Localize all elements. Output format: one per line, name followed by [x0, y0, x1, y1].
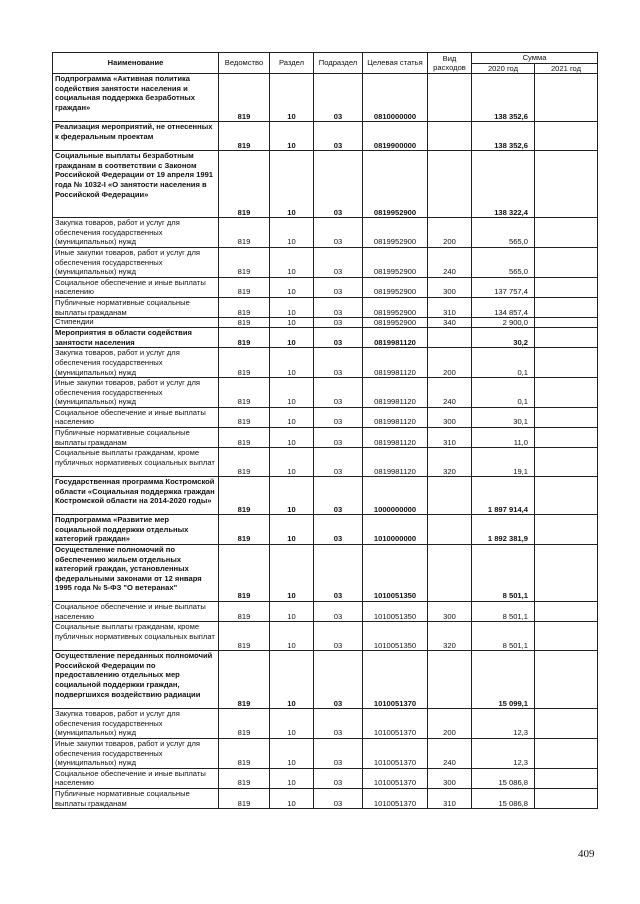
row-target: 1010051350	[363, 545, 428, 602]
row-amount-2020: 12,3	[472, 739, 535, 769]
row-target: 1010051350	[363, 622, 428, 651]
row-amount-2021	[535, 318, 598, 328]
row-amount-2020: 8 501,1	[472, 602, 535, 622]
row-target: 0819981120	[363, 407, 428, 427]
row-section: 10	[270, 622, 314, 651]
row-dept: 819	[219, 122, 270, 151]
row-exp-type: 200	[428, 348, 472, 378]
table-row	[53, 151, 598, 218]
row-name: Социальное обеспечение и иные выплаты населению	[53, 277, 219, 297]
row-name: Закупка товаров, работ и услуг для обеспечения государственных (муниципальных) нужд	[53, 709, 219, 739]
row-section: 10	[270, 651, 314, 709]
row-subsection: 03	[314, 151, 363, 218]
row-subsection: 03	[314, 218, 363, 248]
row-amount-2021	[535, 122, 598, 151]
table-row	[53, 768, 598, 788]
col-header-target: Целевая статья	[363, 53, 428, 74]
row-exp-type: 300	[428, 602, 472, 622]
row-section: 10	[270, 318, 314, 328]
row-amount-2021	[535, 709, 598, 739]
row-exp-type: 240	[428, 378, 472, 408]
row-target: 0810000000	[363, 74, 428, 122]
row-name: Осуществление полномочий по обеспечению жильем отдельных категорий граждан, установленных федеральными законами от 12 января 1995 года № 5-ФЗ "О ветеранах"	[53, 545, 219, 602]
row-amount-2020: 30,2	[472, 328, 535, 348]
row-section: 10	[270, 122, 314, 151]
table-row	[53, 448, 598, 477]
row-section: 10	[270, 348, 314, 378]
row-name: Социальное обеспечение и иные выплаты населению	[53, 602, 219, 622]
row-subsection: 03	[314, 788, 363, 808]
col-header-section: Раздел	[270, 53, 314, 74]
row-target: 0819900000	[363, 122, 428, 151]
table-row	[53, 407, 598, 427]
row-exp-type: 240	[428, 739, 472, 769]
col-header-subsection: Подраздел	[314, 53, 363, 74]
row-target: 0819981120	[363, 448, 428, 477]
row-subsection: 03	[314, 515, 363, 545]
row-name: Подпрограмма «Развитие мер социальной поддержки отдельных категорий граждан»	[53, 515, 219, 545]
row-section: 10	[270, 407, 314, 427]
row-target: 0819981120	[363, 428, 428, 448]
row-amount-2020: 1 892 381,9	[472, 515, 535, 545]
row-subsection: 03	[314, 545, 363, 602]
row-amount-2021	[535, 448, 598, 477]
row-target: 1010051350	[363, 602, 428, 622]
row-amount-2021	[535, 74, 598, 122]
row-section: 10	[270, 602, 314, 622]
table-row	[53, 709, 598, 739]
row-target: 0819952900	[363, 151, 428, 218]
row-amount-2020: 15 086,8	[472, 768, 535, 788]
row-amount-2020: 15 099,1	[472, 651, 535, 709]
row-amount-2021	[535, 788, 598, 808]
row-dept: 819	[219, 297, 270, 317]
row-name: Закупка товаров, работ и услуг для обеспечения государственных (муниципальных) нужд	[53, 348, 219, 378]
row-dept: 819	[219, 151, 270, 218]
col-header-exp-type: Вид расходов	[428, 53, 472, 74]
row-amount-2020: 19,1	[472, 448, 535, 477]
row-target: 1010051370	[363, 768, 428, 788]
row-amount-2020: 1 897 914,4	[472, 477, 535, 515]
table-row	[53, 739, 598, 769]
row-amount-2020: 134 857,4	[472, 297, 535, 317]
row-dept: 819	[219, 651, 270, 709]
row-section: 10	[270, 545, 314, 602]
row-subsection: 03	[314, 448, 363, 477]
table-row	[53, 378, 598, 408]
row-target: 0819981120	[363, 348, 428, 378]
row-amount-2020: 138 352,6	[472, 74, 535, 122]
row-name: Иные закупки товаров, работ и услуг для обеспечения государственных (муниципальных) нужд	[53, 247, 219, 277]
row-exp-type	[428, 477, 472, 515]
row-exp-type: 300	[428, 768, 472, 788]
row-subsection: 03	[314, 247, 363, 277]
row-section: 10	[270, 151, 314, 218]
row-amount-2020: 0,1	[472, 378, 535, 408]
row-name: Социальные выплаты безработным гражданам в соответствии с Законом Российской Федерации от 19 апреля 1991 года № 1032-I «О занятости населения в Российской Федерации»	[53, 151, 219, 218]
row-name: Государственная программа Костромской области «Социальная поддержка граждан Костромской области на 2014-2020 годы»	[53, 477, 219, 515]
row-amount-2021	[535, 328, 598, 348]
row-target: 1010000000	[363, 515, 428, 545]
row-amount-2020: 15 086,8	[472, 788, 535, 808]
table-row	[53, 247, 598, 277]
row-target: 0819981120	[363, 378, 428, 408]
budget-table	[52, 52, 598, 809]
row-exp-type: 340	[428, 318, 472, 328]
row-amount-2020: 30,1	[472, 407, 535, 427]
row-exp-type	[428, 122, 472, 151]
row-subsection: 03	[314, 622, 363, 651]
row-name: Осуществление переданных полномочий Российской Федерации по предоставлению отдельных мер социальной поддержки граждан, подвергшихся воздействию радиации	[53, 651, 219, 709]
table-row	[53, 277, 598, 297]
row-subsection: 03	[314, 407, 363, 427]
col-header-2021: 2021 год	[535, 63, 598, 74]
row-exp-type: 300	[428, 277, 472, 297]
row-target: 1010051370	[363, 651, 428, 709]
row-exp-type: 200	[428, 709, 472, 739]
row-name: Социальные выплаты гражданам, кроме публичных нормативных социальных выплат	[53, 448, 219, 477]
row-exp-type: 300	[428, 407, 472, 427]
row-section: 10	[270, 448, 314, 477]
row-dept: 819	[219, 348, 270, 378]
row-amount-2021	[535, 739, 598, 769]
row-amount-2021	[535, 515, 598, 545]
row-amount-2021	[535, 545, 598, 602]
row-amount-2021	[535, 622, 598, 651]
row-dept: 819	[219, 477, 270, 515]
row-dept: 819	[219, 739, 270, 769]
row-name: Подпрограмма «Активная политика содействия занятости населения и социальная поддержка безработных граждан»	[53, 74, 219, 122]
table-row	[53, 428, 598, 448]
row-exp-type	[428, 651, 472, 709]
row-target: 1000000000	[363, 477, 428, 515]
col-header-2020: 2020 год	[472, 63, 535, 74]
row-amount-2021	[535, 651, 598, 709]
row-dept: 819	[219, 788, 270, 808]
row-subsection: 03	[314, 768, 363, 788]
row-dept: 819	[219, 602, 270, 622]
row-name: Социальное обеспечение и иные выплаты населению	[53, 768, 219, 788]
row-section: 10	[270, 709, 314, 739]
row-amount-2020: 138 322,4	[472, 151, 535, 218]
row-exp-type: 320	[428, 622, 472, 651]
row-section: 10	[270, 378, 314, 408]
row-target: 0819952900	[363, 318, 428, 328]
row-amount-2021	[535, 477, 598, 515]
row-name: Иные закупки товаров, работ и услуг для обеспечения государственных (муниципальных) нужд	[53, 739, 219, 769]
row-name: Публичные нормативные социальные выплаты гражданам	[53, 297, 219, 317]
row-amount-2020: 11,0	[472, 428, 535, 448]
row-dept: 819	[219, 515, 270, 545]
table-row	[53, 218, 598, 248]
row-dept: 819	[219, 428, 270, 448]
row-dept: 819	[219, 768, 270, 788]
row-subsection: 03	[314, 651, 363, 709]
row-amount-2021	[535, 277, 598, 297]
table-row	[53, 515, 598, 545]
table-row	[53, 74, 598, 122]
row-section: 10	[270, 739, 314, 769]
row-amount-2021	[535, 378, 598, 408]
table-row	[53, 297, 598, 317]
row-exp-type	[428, 545, 472, 602]
row-section: 10	[270, 788, 314, 808]
row-section: 10	[270, 328, 314, 348]
row-amount-2020: 565,0	[472, 218, 535, 248]
row-exp-type: 320	[428, 448, 472, 477]
page-number: 409	[578, 848, 595, 860]
row-section: 10	[270, 515, 314, 545]
row-section: 10	[270, 277, 314, 297]
table-row	[53, 348, 598, 378]
col-header-name: Наименование	[53, 53, 219, 74]
row-exp-type: 310	[428, 297, 472, 317]
table-row	[53, 622, 598, 651]
table-row	[53, 328, 598, 348]
row-target: 0819952900	[363, 297, 428, 317]
row-amount-2021	[535, 768, 598, 788]
row-subsection: 03	[314, 477, 363, 515]
row-exp-type: 240	[428, 247, 472, 277]
row-section: 10	[270, 477, 314, 515]
row-target: 0819952900	[363, 277, 428, 297]
row-amount-2021	[535, 247, 598, 277]
row-amount-2020: 12,3	[472, 709, 535, 739]
row-amount-2021	[535, 407, 598, 427]
row-dept: 819	[219, 247, 270, 277]
row-name: Публичные нормативные социальные выплаты гражданам	[53, 788, 219, 808]
row-amount-2021	[535, 151, 598, 218]
row-exp-type	[428, 328, 472, 348]
table-row	[53, 545, 598, 602]
row-exp-type: 310	[428, 788, 472, 808]
row-target: 1010051370	[363, 739, 428, 769]
table-row	[53, 122, 598, 151]
row-dept: 819	[219, 407, 270, 427]
row-name: Социальные выплаты гражданам, кроме публичных нормативных социальных выплат	[53, 622, 219, 651]
row-section: 10	[270, 297, 314, 317]
row-subsection: 03	[314, 122, 363, 151]
row-dept: 819	[219, 622, 270, 651]
row-exp-type: 200	[428, 218, 472, 248]
row-target: 0819981120	[363, 328, 428, 348]
row-exp-type: 310	[428, 428, 472, 448]
row-subsection: 03	[314, 428, 363, 448]
row-dept: 819	[219, 277, 270, 297]
row-dept: 819	[219, 448, 270, 477]
row-section: 10	[270, 218, 314, 248]
row-target: 1010051370	[363, 709, 428, 739]
row-section: 10	[270, 428, 314, 448]
row-dept: 819	[219, 709, 270, 739]
row-subsection: 03	[314, 74, 363, 122]
row-amount-2020: 8 501,1	[472, 545, 535, 602]
row-subsection: 03	[314, 318, 363, 328]
row-exp-type	[428, 515, 472, 545]
row-target: 0819952900	[363, 247, 428, 277]
row-section: 10	[270, 247, 314, 277]
row-subsection: 03	[314, 739, 363, 769]
row-amount-2021	[535, 218, 598, 248]
row-subsection: 03	[314, 709, 363, 739]
row-section: 10	[270, 768, 314, 788]
row-dept: 819	[219, 328, 270, 348]
row-section: 10	[270, 74, 314, 122]
table-row	[53, 788, 598, 808]
table-row	[53, 477, 598, 515]
row-dept: 819	[219, 545, 270, 602]
row-subsection: 03	[314, 277, 363, 297]
row-amount-2021	[535, 297, 598, 317]
row-subsection: 03	[314, 328, 363, 348]
row-amount-2021	[535, 348, 598, 378]
row-subsection: 03	[314, 348, 363, 378]
row-amount-2020: 565,0	[472, 247, 535, 277]
row-name: Реализация мероприятий, не отнесенных к федеральным проектам	[53, 122, 219, 151]
row-target: 0819952900	[363, 218, 428, 248]
row-amount-2020: 0,1	[472, 348, 535, 378]
table-row	[53, 318, 598, 328]
table-row	[53, 602, 598, 622]
row-name: Стипендии	[53, 318, 219, 328]
row-subsection: 03	[314, 297, 363, 317]
row-name: Закупка товаров, работ и услуг для обеспечения государственных (муниципальных) нужд	[53, 218, 219, 248]
row-exp-type	[428, 74, 472, 122]
row-name: Социальное обеспечение и иные выплаты населению	[53, 407, 219, 427]
row-amount-2020: 2 900,0	[472, 318, 535, 328]
table-header-row	[53, 53, 598, 64]
row-target: 1010051370	[363, 788, 428, 808]
row-dept: 819	[219, 74, 270, 122]
row-name: Публичные нормативные социальные выплаты гражданам	[53, 428, 219, 448]
table-row	[53, 651, 598, 709]
row-dept: 819	[219, 378, 270, 408]
row-amount-2020: 137 757,4	[472, 277, 535, 297]
row-amount-2020: 138 352,6	[472, 122, 535, 151]
row-dept: 819	[219, 218, 270, 248]
col-header-sum: Сумма	[472, 53, 598, 64]
row-name: Иные закупки товаров, работ и услуг для обеспечения государственных (муниципальных) нужд	[53, 378, 219, 408]
row-subsection: 03	[314, 378, 363, 408]
row-amount-2020: 8 501,1	[472, 622, 535, 651]
row-name: Мероприятия в области содействия занятости населения	[53, 328, 219, 348]
row-exp-type	[428, 151, 472, 218]
col-header-dept: Ведомство	[219, 53, 270, 74]
row-amount-2021	[535, 428, 598, 448]
row-dept: 819	[219, 318, 270, 328]
row-subsection: 03	[314, 602, 363, 622]
row-amount-2021	[535, 602, 598, 622]
